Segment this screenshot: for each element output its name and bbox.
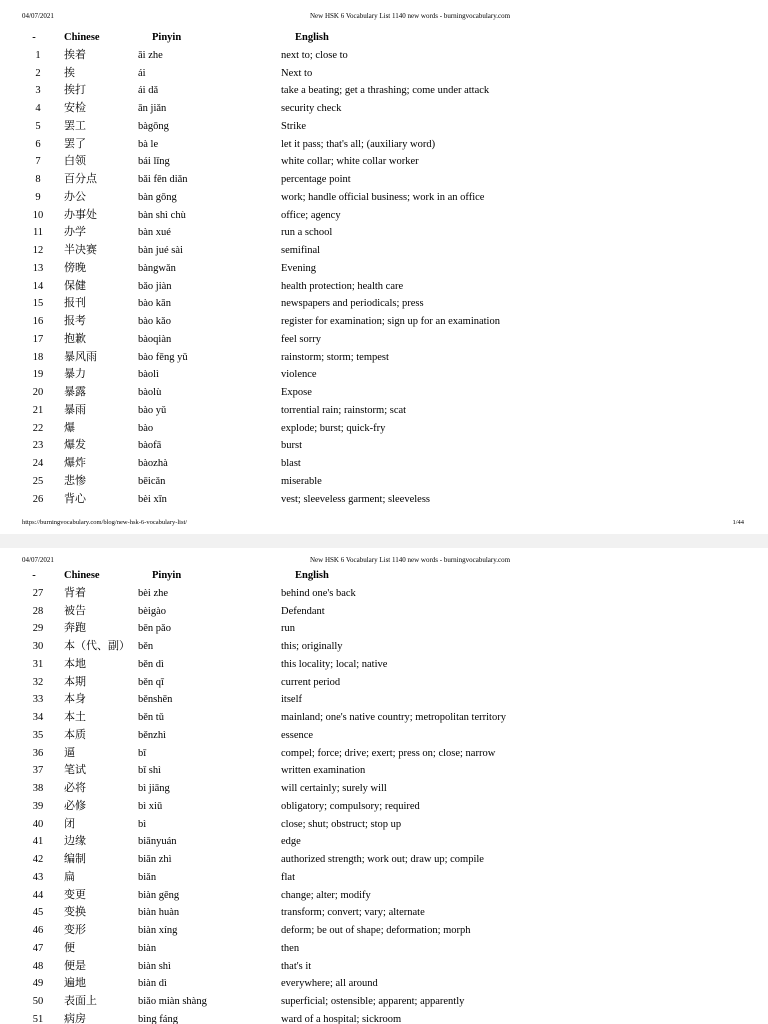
vocab-row [0, 958, 768, 976]
chinese-word: 挨打 [64, 84, 86, 97]
pinyin-text: bèigào [138, 605, 166, 617]
pinyin-text: bàozhà [138, 458, 168, 469]
chinese-word: 罢工 [64, 119, 86, 132]
row-number: 26 [32, 493, 44, 505]
chinese-word: 报刊 [64, 297, 86, 310]
vocab-row [0, 349, 768, 367]
pinyin-text: ān jiǎn [138, 103, 167, 114]
table-header-row [0, 29, 768, 47]
chinese-word: 变更 [64, 888, 86, 901]
vocab-row [0, 82, 768, 100]
pinyin-text: ái [138, 67, 146, 79]
chinese-word: 便 [64, 941, 75, 954]
english-meaning: edge [281, 836, 301, 848]
vocab-row [0, 65, 768, 83]
chinese-word: 遍地 [64, 977, 86, 990]
pinyin-text: bào kān [138, 298, 171, 310]
row-number: 31 [32, 658, 44, 670]
row-number: 16 [32, 316, 44, 327]
chinese-word: 本（代、副） [64, 640, 130, 652]
pinyin-text: bào fēng yǔ [138, 351, 188, 363]
english-meaning: vest; sleeveless garment; sleeveless [281, 493, 430, 505]
document-title: New HSK 6 Vocabulary List 1140 new words - burningvocabulary.com [310, 12, 511, 20]
row-number: 12 [32, 245, 44, 256]
pinyin-text: bì [138, 818, 147, 830]
pinyin-text: bàolù [138, 387, 162, 398]
row-number: 2 [35, 67, 41, 79]
pinyin-text: bī [138, 747, 147, 759]
pinyin-text: āi zhe [138, 49, 163, 61]
chinese-word: 闭 [64, 817, 75, 830]
vocab-row [0, 691, 768, 709]
pinyin-text: bàoqiàn [138, 333, 172, 345]
vocab-row [0, 620, 768, 638]
pinyin-text: bǎo jiàn [138, 280, 172, 292]
pinyin-text: biǎn [138, 871, 157, 883]
print-date: 04/07/2021 [22, 556, 54, 564]
chinese-word: 半决赛 [64, 244, 97, 256]
english-meaning: white collar; white collar worker [281, 156, 419, 168]
vocab-row [0, 278, 768, 296]
pinyin-text: biàn huàn [138, 907, 180, 919]
vocab-row [0, 780, 768, 798]
vocab-row [0, 136, 768, 154]
pinyin-text: biānyuán [138, 836, 177, 848]
pinyin-text: běn dì [138, 658, 164, 670]
pinyin-text: bèi xīn [138, 493, 167, 505]
document-page-2 [0, 548, 768, 1024]
row-number: 13 [32, 262, 44, 274]
english-meaning: run a school [281, 227, 333, 239]
row-number: 24 [32, 458, 44, 469]
vocab-row [0, 171, 768, 189]
row-number: 14 [32, 280, 44, 292]
chinese-word: 本土 [64, 711, 86, 723]
english-meaning: next to; close to [281, 49, 348, 61]
english-meaning: blast [281, 458, 301, 469]
chinese-word: 办公 [64, 190, 86, 203]
pinyin-text: bì jiāng [138, 783, 170, 794]
row-number: 50 [32, 996, 44, 1007]
vocab-row [0, 674, 768, 692]
pinyin-text: běn qī [138, 676, 164, 688]
chinese-word: 安检 [64, 102, 86, 114]
chinese-word: 暴力 [64, 368, 86, 381]
row-number: 39 [32, 800, 44, 812]
header-chinese: Chinese [64, 570, 100, 581]
chinese-word: 办学 [64, 226, 86, 239]
row-number: 17 [32, 333, 44, 345]
pinyin-text: bái lǐng [138, 156, 170, 168]
row-number: 36 [32, 747, 44, 759]
pinyin-text: biàn [138, 942, 157, 954]
english-meaning: take a beating; get a thrashing; come under attack [281, 85, 490, 97]
pinyin-text: běnzhì [138, 729, 166, 741]
chinese-word: 变换 [64, 906, 86, 919]
pinyin-text: bèi zhe [138, 587, 169, 599]
table-body [0, 585, 768, 1024]
row-number: 5 [35, 120, 41, 132]
pinyin-text: běnshēn [138, 694, 173, 706]
row-number: 4 [35, 103, 41, 114]
page-header [0, 12, 768, 20]
vocab-row [0, 940, 768, 958]
row-number: 37 [32, 765, 44, 777]
english-meaning: written examination [281, 765, 366, 777]
english-meaning: Expose [281, 387, 312, 398]
pinyin-text: bì xiū [138, 800, 163, 812]
row-number: 21 [32, 404, 44, 416]
chinese-word: 便是 [64, 959, 86, 972]
english-meaning: percentage point [281, 174, 351, 185]
chinese-word: 笔试 [64, 764, 86, 777]
print-date: 04/07/2021 [22, 12, 54, 20]
english-meaning: miserable [281, 475, 322, 487]
header-pinyin: Pinyin [152, 570, 182, 581]
english-meaning: essence [281, 729, 314, 741]
pinyin-text: biàn xíng [138, 925, 178, 936]
vocab-row [0, 366, 768, 384]
vocab-row [0, 922, 768, 940]
chinese-word: 扁 [64, 870, 75, 883]
english-meaning: itself [281, 694, 302, 706]
english-meaning: compel; force; drive; exert; press on; close; narrow [281, 747, 496, 759]
pinyin-text: bēicǎn [138, 475, 166, 487]
vocab-row [0, 437, 768, 455]
vocab-row [0, 851, 768, 869]
pinyin-text: bǐ shì [138, 765, 162, 777]
vocab-row [0, 47, 768, 65]
pinyin-text: bàn jué sài [138, 245, 183, 256]
chinese-word: 傍晚 [64, 261, 86, 274]
row-number: 9 [35, 191, 41, 203]
pinyin-text: bàgōng [138, 120, 169, 132]
chinese-word: 必修 [64, 799, 86, 812]
chinese-word: 爆发 [64, 439, 86, 452]
row-number: 34 [32, 712, 44, 723]
row-number: 40 [32, 818, 44, 830]
row-number: 18 [32, 351, 44, 363]
chinese-word: 病房 [64, 1012, 86, 1024]
pinyin-text: bàn gōng [138, 191, 177, 203]
chinese-word: 必将 [64, 782, 86, 794]
english-meaning: close; shut; obstruct; stop up [281, 818, 402, 830]
vocab-row [0, 816, 768, 834]
vocab-row [0, 798, 768, 816]
english-meaning: health protection; health care [281, 280, 404, 292]
pinyin-text: biān zhì [138, 854, 172, 865]
english-meaning: this; originally [281, 641, 343, 652]
english-meaning: work; handle official business; work in an office [281, 191, 485, 203]
row-number: 22 [32, 422, 44, 434]
row-number: 28 [32, 605, 44, 617]
english-meaning: feel sorry [281, 333, 321, 345]
row-number: 30 [32, 641, 44, 652]
english-meaning: superficial; ostensible; apparent; apparently [281, 996, 465, 1007]
english-meaning: everywhere; all around [281, 978, 378, 990]
pinyin-text: biǎo miàn shàng [138, 996, 207, 1007]
chinese-word: 编制 [64, 853, 86, 865]
english-meaning: Next to [281, 67, 313, 79]
chinese-word: 背着 [64, 586, 86, 599]
header-number: - [32, 570, 36, 581]
vocab-row [0, 384, 768, 402]
vocab-row [0, 402, 768, 420]
pinyin-text: bào [138, 422, 154, 434]
pinyin-text: bàn shì chù [138, 209, 186, 221]
chinese-word: 边缘 [64, 835, 86, 848]
row-number: 41 [32, 836, 44, 848]
row-number: 10 [32, 209, 44, 221]
row-number: 7 [35, 156, 41, 168]
vocab-row [0, 887, 768, 905]
english-meaning: obligatory; compulsory; required [281, 800, 420, 812]
vocab-row [0, 189, 768, 207]
chinese-word: 报考 [64, 315, 86, 327]
vocab-row [0, 993, 768, 1011]
header-pinyin: Pinyin [152, 32, 182, 43]
chinese-word: 变形 [64, 924, 86, 936]
source-url: https://burningvocabulary.com/blog/new-hsk-6-vocabulary-list/ [22, 519, 188, 526]
row-number: 6 [35, 138, 41, 150]
english-meaning: Evening [281, 262, 316, 274]
vocab-row [0, 638, 768, 656]
english-meaning: flat [281, 871, 295, 883]
chinese-word: 百分点 [64, 173, 97, 185]
english-meaning: Strike [281, 120, 307, 132]
english-meaning: let it pass; that's all; (auxiliary word) [281, 138, 436, 150]
vocab-row [0, 331, 768, 349]
pinyin-text: biàn dì [138, 978, 167, 990]
english-meaning: torrential rain; rainstorm; scat [281, 404, 407, 416]
chinese-word: 保健 [64, 279, 86, 292]
vocab-row [0, 585, 768, 603]
vocab-row [0, 295, 768, 313]
english-meaning: register for examination; sign up for an examination [281, 316, 500, 327]
row-number: 49 [32, 978, 44, 990]
table-header-row [0, 567, 768, 585]
chinese-word: 悲惨 [64, 474, 86, 487]
row-number: 27 [32, 587, 44, 599]
english-meaning: Defendant [281, 605, 325, 617]
table-body [0, 47, 768, 509]
english-meaning: will certainly; surely will [281, 783, 387, 794]
vocab-row [0, 603, 768, 621]
english-meaning: this locality; local; native [281, 658, 388, 670]
row-number: 35 [32, 729, 44, 741]
chinese-word: 奔跑 [64, 622, 86, 635]
page-separator [0, 534, 768, 548]
pinyin-text: bàofā [138, 440, 162, 452]
vocab-row [0, 260, 768, 278]
chinese-word: 抱歉 [64, 332, 86, 345]
row-number: 45 [32, 907, 44, 919]
english-meaning: that's it [281, 960, 312, 972]
vocab-row [0, 1011, 768, 1024]
row-number: 15 [32, 298, 44, 310]
row-number: 23 [32, 440, 44, 452]
pinyin-text: biàn gēng [138, 889, 180, 901]
row-number: 8 [35, 174, 41, 185]
chinese-word: 挨 [64, 66, 75, 79]
row-number: 19 [32, 369, 44, 381]
vocab-row [0, 313, 768, 331]
english-meaning: behind one's back [281, 587, 356, 599]
row-number: 1 [35, 49, 41, 61]
english-meaning: security check [281, 103, 342, 114]
chinese-word: 本身 [64, 693, 86, 706]
english-meaning: burst [281, 440, 302, 452]
vocab-row [0, 833, 768, 851]
row-number: 20 [32, 387, 44, 398]
english-meaning: newspapers and periodicals; press [281, 298, 424, 310]
english-meaning: current period [281, 676, 341, 688]
english-meaning: then [281, 942, 300, 954]
pinyin-text: bào kǎo [138, 316, 171, 327]
chinese-word: 被告 [64, 604, 86, 617]
row-number: 51 [32, 1013, 44, 1024]
row-number: 3 [35, 85, 41, 97]
row-number: 43 [32, 871, 44, 883]
vocab-row [0, 975, 768, 993]
pinyin-text: bà le [138, 138, 159, 150]
pinyin-text: bǎi fēn diǎn [138, 174, 188, 185]
chinese-word: 本质 [64, 728, 86, 741]
vocab-row [0, 455, 768, 473]
pinyin-text: běn tǔ [138, 712, 164, 723]
vocab-row [0, 207, 768, 225]
row-number: 46 [32, 925, 44, 936]
chinese-word: 暴露 [64, 386, 86, 398]
english-meaning: violence [281, 369, 317, 381]
english-meaning: authorized strength; work out; draw up; compile [281, 854, 484, 865]
row-number: 47 [32, 942, 44, 954]
chinese-word: 本地 [64, 657, 86, 670]
row-number: 38 [32, 783, 44, 794]
vocab-row [0, 745, 768, 763]
document-title: New HSK 6 Vocabulary List 1140 new words - burningvocabulary.com [310, 556, 511, 564]
chinese-word: 表面上 [64, 995, 97, 1007]
chinese-word: 罢了 [64, 137, 86, 150]
vocab-row [0, 100, 768, 118]
pinyin-text: bàolì [138, 369, 159, 381]
row-number: 32 [32, 676, 44, 688]
english-meaning: office; agency [281, 209, 341, 221]
english-meaning: run [281, 623, 295, 635]
chinese-word: 挨着 [64, 48, 86, 61]
chinese-word: 暴风雨 [64, 350, 97, 363]
vocab-row [0, 153, 768, 171]
vocab-row [0, 420, 768, 438]
pinyin-text: běn [138, 641, 154, 652]
page-footer [0, 519, 768, 527]
row-number: 42 [32, 854, 44, 865]
page-number: 1/44 [732, 519, 744, 526]
pinyin-text: biàn shì [138, 960, 171, 972]
header-chinese: Chinese [64, 32, 100, 43]
vocab-row [0, 656, 768, 674]
row-number: 11 [32, 227, 44, 239]
vocab-row [0, 869, 768, 887]
vocab-row [0, 709, 768, 727]
header-number: - [32, 32, 36, 43]
vocab-row [0, 762, 768, 780]
pinyin-text: bēn pǎo [138, 623, 171, 635]
pinyin-text: bàngwǎn [138, 262, 176, 274]
row-number: 48 [32, 960, 44, 972]
vocab-row [0, 727, 768, 745]
chinese-word: 背心 [64, 492, 86, 505]
page-header [0, 556, 768, 564]
row-number: 33 [32, 694, 44, 706]
english-meaning: change; alter; modify [281, 889, 371, 901]
vocab-row [0, 904, 768, 922]
vocab-row [0, 242, 768, 260]
row-number: 25 [32, 475, 44, 487]
chinese-word: 爆炸 [64, 457, 86, 469]
pinyin-text: bìng fáng [138, 1013, 178, 1024]
chinese-word: 逼 [64, 746, 75, 759]
vocab-row [0, 118, 768, 136]
vocabulary-table [0, 567, 768, 1024]
chinese-word: 暴雨 [64, 403, 86, 416]
english-meaning: semifinal [281, 245, 321, 256]
chinese-word: 白领 [64, 155, 86, 168]
row-number: 29 [32, 623, 44, 635]
english-meaning: transform; convert; vary; alternate [281, 907, 425, 919]
vocab-row [0, 473, 768, 491]
english-meaning: deform; be out of shape; deformation; morph [281, 925, 471, 936]
pinyin-text: ái dǎ [138, 85, 159, 97]
chinese-word: 办事处 [64, 208, 97, 221]
chinese-word: 本期 [64, 675, 86, 688]
english-meaning: rainstorm; storm; tempest [281, 351, 389, 363]
pinyin-text: bào yǔ [138, 404, 167, 416]
vocab-row [0, 491, 768, 509]
english-meaning: ward of a hospital; sickroom [281, 1013, 402, 1024]
header-english: English [295, 32, 329, 43]
english-meaning: mainland; one's native country; metropolitan territory [281, 712, 506, 723]
english-meaning: explode; burst; quick-fry [281, 422, 386, 434]
vocab-row [0, 224, 768, 242]
header-english: English [295, 570, 329, 581]
row-number: 44 [32, 889, 44, 901]
chinese-word: 爆 [64, 421, 75, 434]
vocabulary-table [0, 29, 768, 508]
pinyin-text: bàn xué [138, 227, 171, 239]
